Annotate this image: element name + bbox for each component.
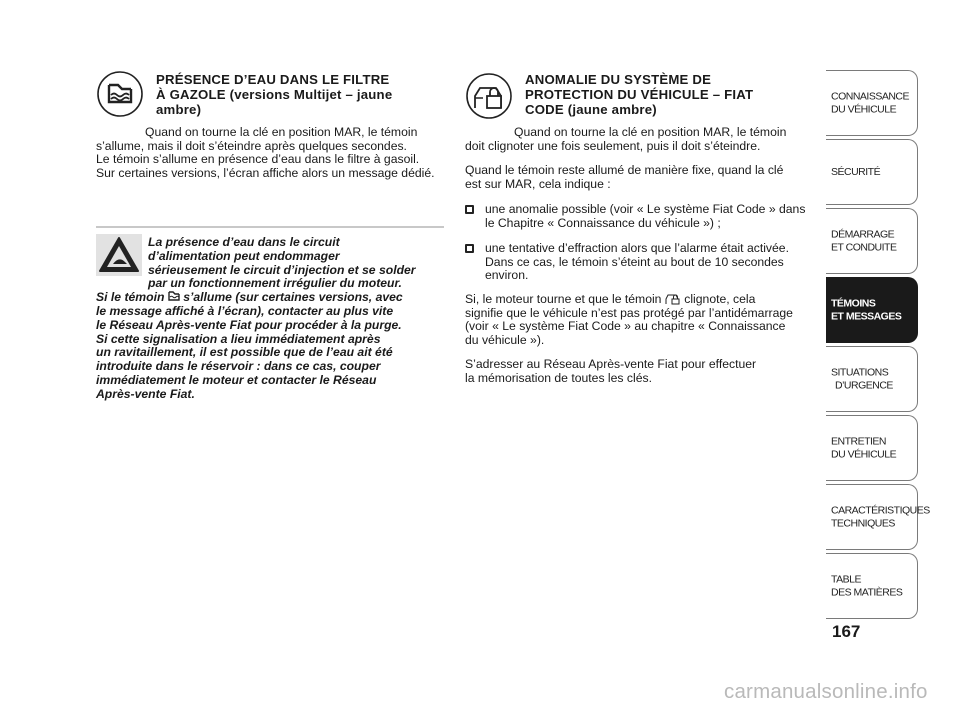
watermark: carmanualsonline.info	[724, 680, 928, 703]
tab-connaissance-vehicule[interactable]: CONNAISSANCE DU VÉHICULE	[826, 70, 918, 136]
section-title-water-in-filter: PRÉSENCE D’EAU DANS LE FILTRE À GAZOLE (versions Multijet – jaune ambre)	[156, 72, 393, 117]
protection-paragraph-3: Si, le moteur tourne et que le témoin clignote, cela signifie que le véhicule n’est pas protégé par l’antidémarrage (voir « Le système Fiat Code » au chapitre « Connaissance du véhicule »).	[465, 292, 793, 347]
protection-paragraph-1: Quand on tourne la clé en position MAR, le témoin doit clignoter une fois seulement, puis il doit s’éteindre.	[465, 125, 787, 153]
water-in-fuel-icon	[96, 70, 144, 118]
water-in-fuel-small-icon	[168, 291, 180, 302]
tab-securite[interactable]: SÉCURITÉ	[826, 139, 918, 205]
tab-demarrage-conduite[interactable]: DÉMARRAGE ET CONDUITE	[826, 208, 918, 274]
section-title-vehicle-protection: ANOMALIE DU SYSTÈME DE PROTECTION DU VÉHICULE – FIAT CODE (jaune ambre)	[525, 72, 754, 117]
checkbox-bullet-icon	[465, 244, 474, 253]
page-number: 167	[832, 622, 861, 641]
tab-caracteristiques-techniques[interactable]: CARACTÉRISTIQUES TECHNIQUES	[826, 484, 918, 550]
tab-entretien-vehicule[interactable]: ENTRETIEN DU VÉHICULE	[826, 415, 918, 481]
tab-situations-urgence[interactable]: SITUATIONS D’URGENCE	[826, 346, 918, 412]
tab-temoins-messages[interactable]: TÉMOINS ET MESSAGES	[826, 277, 918, 343]
protection-paragraph-4: S’adresser au Réseau Après-vente Fiat pour effectuer la mémorisation de toutes les clés.	[465, 357, 757, 385]
vehicle-protection-icon	[465, 72, 513, 120]
vehicle-protection-small-icon	[665, 292, 681, 305]
section-divider	[96, 226, 444, 228]
water-filter-paragraph: Quand on tourne la clé en position MAR, le témoin s’allume, mais il doit s’éteindre après quelques secondes. Le témoin s’allume en présence d’eau dans le filtre à gasoil. Sur certaines versions, l’écran affiche alors un message dédié.	[96, 125, 435, 180]
protection-paragraph-2: Quand le témoin reste allumé de manière fixe, quand la clé est sur MAR, cela indique :	[465, 163, 784, 191]
tab-table-matieres[interactable]: TABLE DES MATIÈRES	[826, 553, 918, 619]
warning-text: La présence d’eau dans le circuit d’alimentation peut endommager sérieusement le circuit d’injection et se solder par un fonctionnement irrégulier du moteur. Si le témoin s’allume (sur certaines versions, avec le message affiché à l’écran), contacter au plus vite le Réseau Après-vente Fiat pour procéder à la purge. Si cette signalisation a lieu immédiatement après un ravitaillement, il est possible que de l’eau ait été introduite dans le réservoir : dans ce cas, couper immédiatement le moteur et contacter le Réseau Après-vente Fiat.	[96, 235, 416, 401]
checkbox-bullet-icon	[465, 205, 474, 214]
